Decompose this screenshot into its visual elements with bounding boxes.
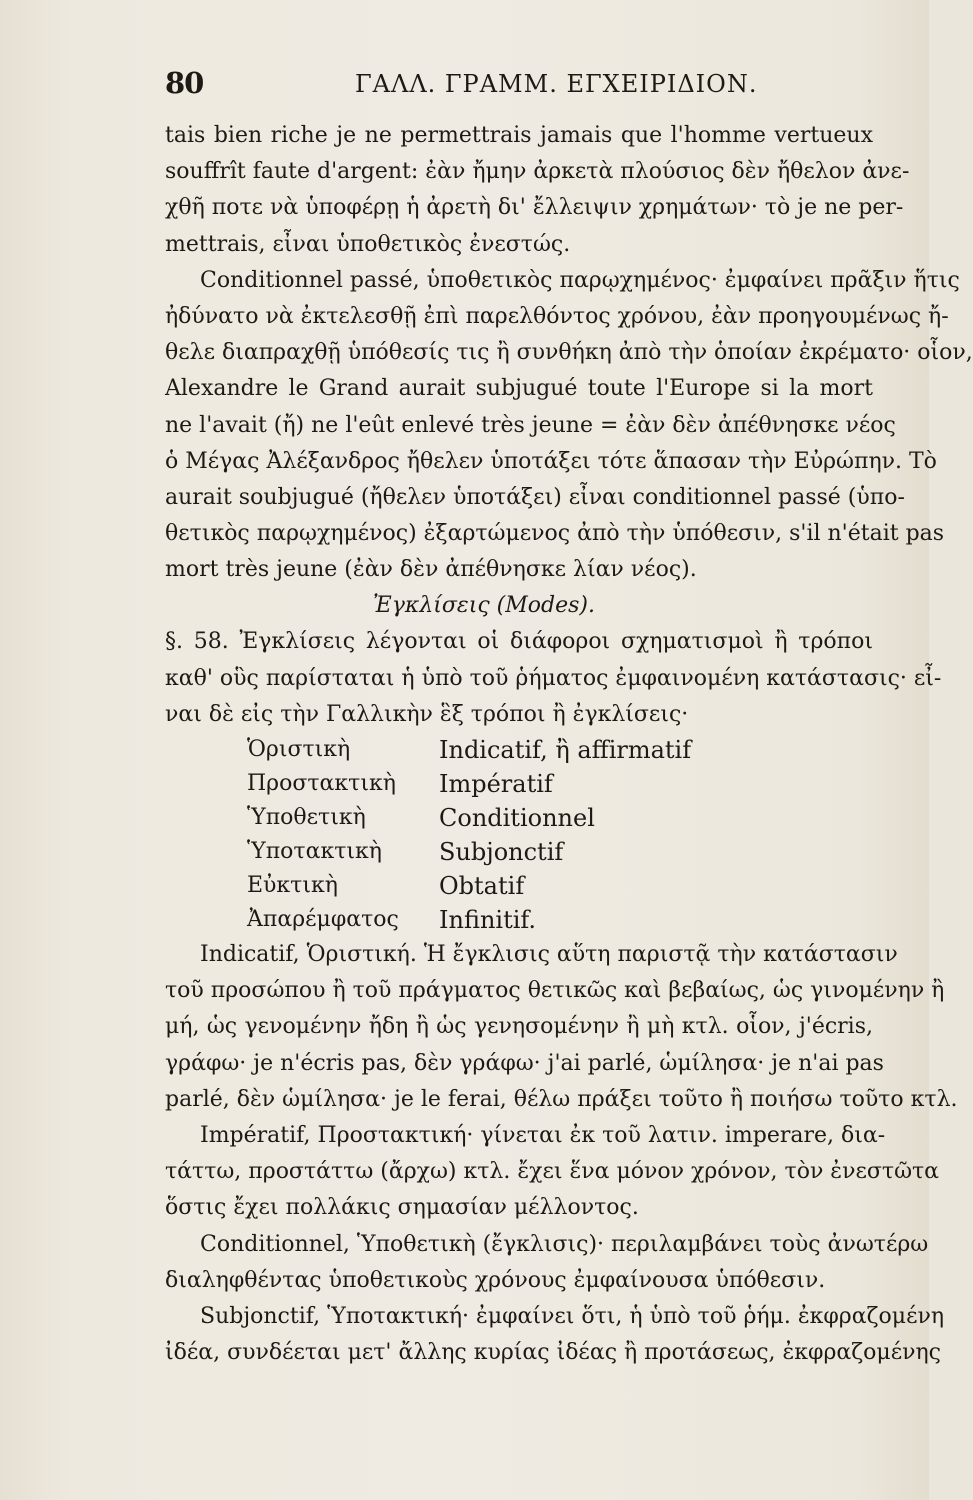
text-line: Conditionnel passé, ὑποθετικὸς παρῳχημένος· ἐμφαίνει πρᾶξιν ἥτις bbox=[200, 267, 960, 293]
text-line: γράφω· je n'écris pas, δὲν γράφω· j'ai parlé, ὡμίλησα· je n'ai pas bbox=[165, 1050, 884, 1076]
running-head: ΓΑΛΛ. ΓΡΑΜΜ. ΕΓΧΕΙΡΙΔΙΟΝ. bbox=[355, 70, 758, 98]
mode-french-name: Indicatif, ἢ affirmatif bbox=[439, 736, 692, 764]
page-number: 80 bbox=[165, 66, 204, 100]
text-line: §. 58. Ἐγκλίσεις λέγονται οἱ διάφοροι σχηματισμοὶ ἢ τρόποι bbox=[165, 629, 873, 655]
text-line: Conditionnel, Ὑποθετικὴ (ἔγκλισις)· περιλαμβάνει τοὺς ἀνωτέρω bbox=[200, 1231, 929, 1257]
text-line: Subjonctif, Ὑποτακτική· ἐμφαίνει ὅτι, ἡ ὑπὸ τοῦ ῥήμ. ἐκφραζομένη bbox=[200, 1303, 945, 1329]
paragraph-conditionnel-passe bbox=[165, 263, 973, 589]
paragraph-indicatif bbox=[165, 937, 958, 1118]
mode-row bbox=[247, 733, 807, 767]
mode-french-name: Obtatif bbox=[439, 872, 525, 900]
mode-french-name: Conditionnel bbox=[439, 804, 595, 832]
text-line: ὁ Μέγας Ἀλέξανδρος ἤθελεν ὑποτάξει τότε ἅπασαν τὴν Εὐρώπην. Τὸ bbox=[165, 448, 937, 474]
text-line: ne l'avait (ἤ) ne l'eût enlevé très jeune = ἐὰν δὲν ἀπέθνησκε νέος bbox=[165, 412, 896, 438]
page-header bbox=[165, 66, 865, 110]
mode-greek-name: Ὁριστικὴ bbox=[247, 737, 351, 762]
text-line: ναι δὲ εἰς τὴν Γαλλικὴν ἓξ τρόποι ἢ ἐγκλίσεις· bbox=[165, 701, 689, 727]
mode-greek-name: Ἀπαρέμφατος bbox=[247, 907, 399, 932]
paragraph-subjonctif bbox=[165, 1299, 945, 1371]
text-line: Indicatif, Ὁριστική. Ἡ ἔγκλισις αὕτη παριστᾷ τὴν κατάστασιν bbox=[200, 942, 898, 967]
text-line: ἠδύνατο νὰ ἐκτελεσθῇ ἐπὶ παρελθόντος χρόνου, ἐὰν προηγουμένως ἤ- bbox=[165, 303, 949, 329]
mode-greek-name: Εὐκτικὴ bbox=[247, 873, 338, 898]
text-line: mort très jeune (ἐὰν δὲν ἀπέθνησκε λίαν νέος). bbox=[165, 557, 697, 583]
text-line: θελε διαπραχθῇ ὑπόθεσίς τις ἢ συνθήκη ἀπὸ τὴν ὁποίαν ἐκρέματο· οἷον, bbox=[165, 340, 973, 366]
text-line: διαληφθέντας ὑποθετικοὺς χρόνους ἐμφαίνουσα ὑπόθεσιν. bbox=[165, 1267, 826, 1293]
modes-list bbox=[247, 733, 807, 937]
text-line: τοῦ προσώπου ἢ τοῦ πράγματος θετικῶς καὶ βεβαίως, ὡς γινομένην ἢ bbox=[165, 978, 945, 1004]
text-line: Alexandre le Grand aurait subjugué toute l'Europe si la mort bbox=[165, 376, 873, 402]
text-line: θετικὸς παρῳχημένος) ἐξαρτώμενος ἀπὸ τὴν ὑπόθεσιν, s'il n'était pas bbox=[165, 521, 945, 547]
text-line: καθ' οὓς παρίσταται ἡ ὑπὸ τοῦ ῥήματος ἐμφαινομένη κατάστασις· εἶ- bbox=[165, 665, 942, 691]
body-text bbox=[165, 118, 973, 1371]
text-line: ἰδέα, συνδέεται μετ' ἄλλης κυρίας ἰδέας ἢ προτάσεως, ἐκφραζομένης bbox=[165, 1340, 941, 1366]
section-heading-modes: Ἐγκλίσεις (Modes). bbox=[373, 593, 595, 619]
text-line: mettrais, εἶναι ὑποθετικὸς ἐνεστώς. bbox=[165, 231, 571, 257]
mode-row bbox=[247, 801, 807, 835]
text-line: χθῆ ποτε νὰ ὑποφέρῃ ἡ ἀρετὴ δι' ἔλλειψιν χρημάτων· τὸ je ne per- bbox=[165, 195, 904, 221]
text-line: τάττω, προστάττω (ἄρχω) κτλ. ἔχει ἕνα μόνον χρόνον, τὸν ἐνεστῶτα bbox=[165, 1159, 940, 1185]
text-line: Impératif, Προστακτική· γίνεται ἐκ τοῦ λατιν. imperare, δια- bbox=[200, 1122, 886, 1148]
paragraph-imperatif bbox=[165, 1118, 940, 1227]
mode-row bbox=[247, 903, 807, 937]
mode-french-name: Subjonctif bbox=[439, 838, 564, 866]
mode-row bbox=[247, 767, 807, 801]
text-line: aurait soubjugué (ἤθελεν ὑποτάξει) εἶναι conditionnel passé (ὑπο- bbox=[165, 484, 905, 510]
paragraph-section-58 bbox=[165, 624, 942, 733]
mode-greek-name: Ὑποτακτικὴ bbox=[247, 839, 382, 864]
mode-row bbox=[247, 835, 807, 869]
text-line: parlé, δὲν ὡμίλησα· je le ferai, θέλω πράξει τοῦτο ἢ ποιήσω τοῦτο κτλ. bbox=[165, 1086, 958, 1112]
mode-french-name: Infinitif. bbox=[439, 906, 537, 934]
paragraph-continuation bbox=[165, 118, 910, 263]
mode-row bbox=[247, 869, 807, 903]
text-line: ὅστις ἔχει πολλάκις σημασίαν μέλλοντος. bbox=[165, 1195, 639, 1221]
text-line: tais bien riche je ne permettrais jamais que l'homme vertueux bbox=[165, 123, 873, 148]
mode-greek-name: Προστακτικὴ bbox=[247, 771, 396, 796]
mode-greek-name: Ὑποθετικὴ bbox=[247, 805, 366, 830]
text-line: μή, ὡς γενομένην ἤδη ἢ ὡς γενησομένην ἢ μὴ κτλ. οἷον, j'écris, bbox=[165, 1014, 873, 1040]
paragraph-conditionnel bbox=[165, 1227, 929, 1299]
text-line: souffrît faute d'argent: ἐὰν ἤμην ἀρκετὰ πλούσιος δὲν ἤθελον ἀνε- bbox=[165, 159, 910, 185]
mode-french-name: Impératif bbox=[439, 770, 553, 798]
